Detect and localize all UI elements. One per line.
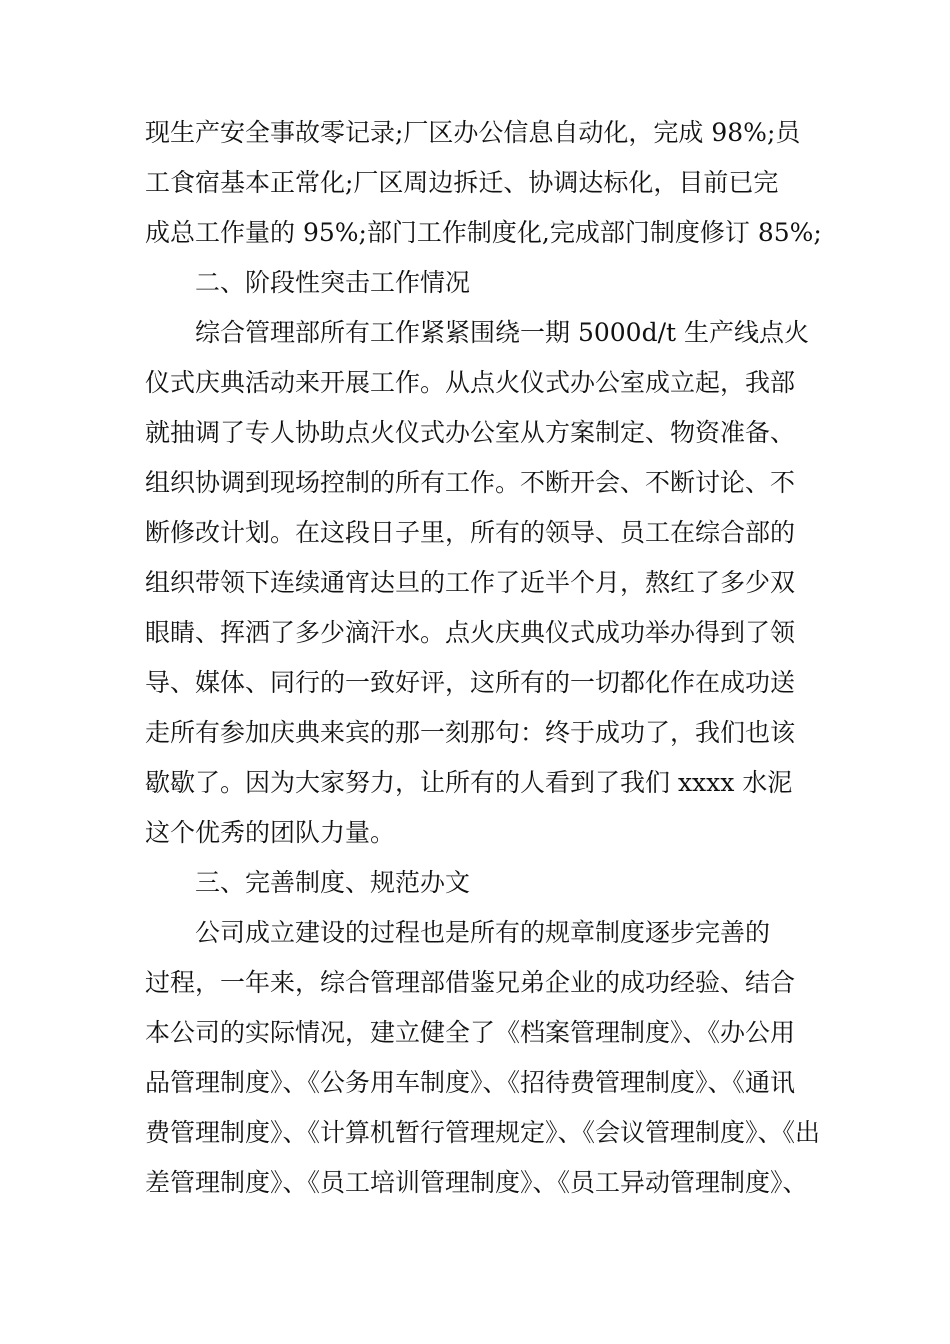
paragraph-line: 差管理制度》、《员工培训管理制度》、《员工异动管理制度》、 <box>145 1168 808 1197</box>
paragraph-line: 费管理制度》、《计算机暂行管理规定》、《会议管理制度》、《出 <box>145 1118 821 1147</box>
paragraph-line: 过程，一年来，综合管理部借鉴兄弟企业的成功经验、结合 <box>145 968 796 997</box>
paragraph-line: 眼睛、挥洒了多少滴汗水。点火庆典仪式成功举办得到了领 <box>145 618 796 647</box>
paragraph-line: 综合管理部所有工作紧紧围绕一期 5000d/t 生产线点火 <box>195 318 809 347</box>
paragraph-line: 走所有参加庆典来宾的那一刻那句：终于成功了，我们也该 <box>145 718 796 747</box>
paragraph-line: 仪式庆典活动来开展工作。从点火仪式办公室成立起，我部 <box>145 368 796 397</box>
paragraph-line: 就抽调了专人协助点火仪式办公室从方案制定、物资准备、 <box>145 418 796 447</box>
paragraph-line: 本公司的实际情况，建立健全了《档案管理制度》、《办公用 <box>145 1018 796 1047</box>
paragraph-line: 组织协调到现场控制的所有工作。不断开会、不断讨论、不 <box>145 468 796 497</box>
paragraph-line: 工食宿基本正常化;厂区周边拆迁、协调达标化，目前已完 <box>145 168 779 197</box>
paragraph-line: 现生产安全事故零记录;厂区办公信息自动化，完成 98%;员 <box>145 118 801 147</box>
paragraph-line: 成总工作量的 95%;部门工作制度化,完成部门制度修订 85%; <box>145 218 822 247</box>
paragraph-line: 公司成立建设的过程也是所有的规章制度逐步完善的 <box>195 918 771 947</box>
document-body <box>145 108 822 1208</box>
section-heading: 三、完善制度、规范办文 <box>195 868 471 897</box>
paragraph-line: 这个优秀的团队力量。 <box>145 818 396 847</box>
paragraph-line: 品管理制度》、《公务用车制度》、《招待费管理制度》、《通讯 <box>145 1068 796 1097</box>
paragraph-line: 断修改计划。在这段日子里，所有的领导、员工在综合部的 <box>145 518 796 547</box>
paragraph-line: 组织带领下连续通宵达旦的工作了近半个月，熬红了多少双 <box>145 568 796 597</box>
paragraph-line: 导、媒体、同行的一致好评，这所有的一切都化作在成功送 <box>145 668 796 697</box>
paragraph-line: 歇歇了。因为大家努力，让所有的人看到了我们 xxxx 水泥 <box>145 768 793 797</box>
section-heading: 二、阶段性突击工作情况 <box>195 268 471 297</box>
